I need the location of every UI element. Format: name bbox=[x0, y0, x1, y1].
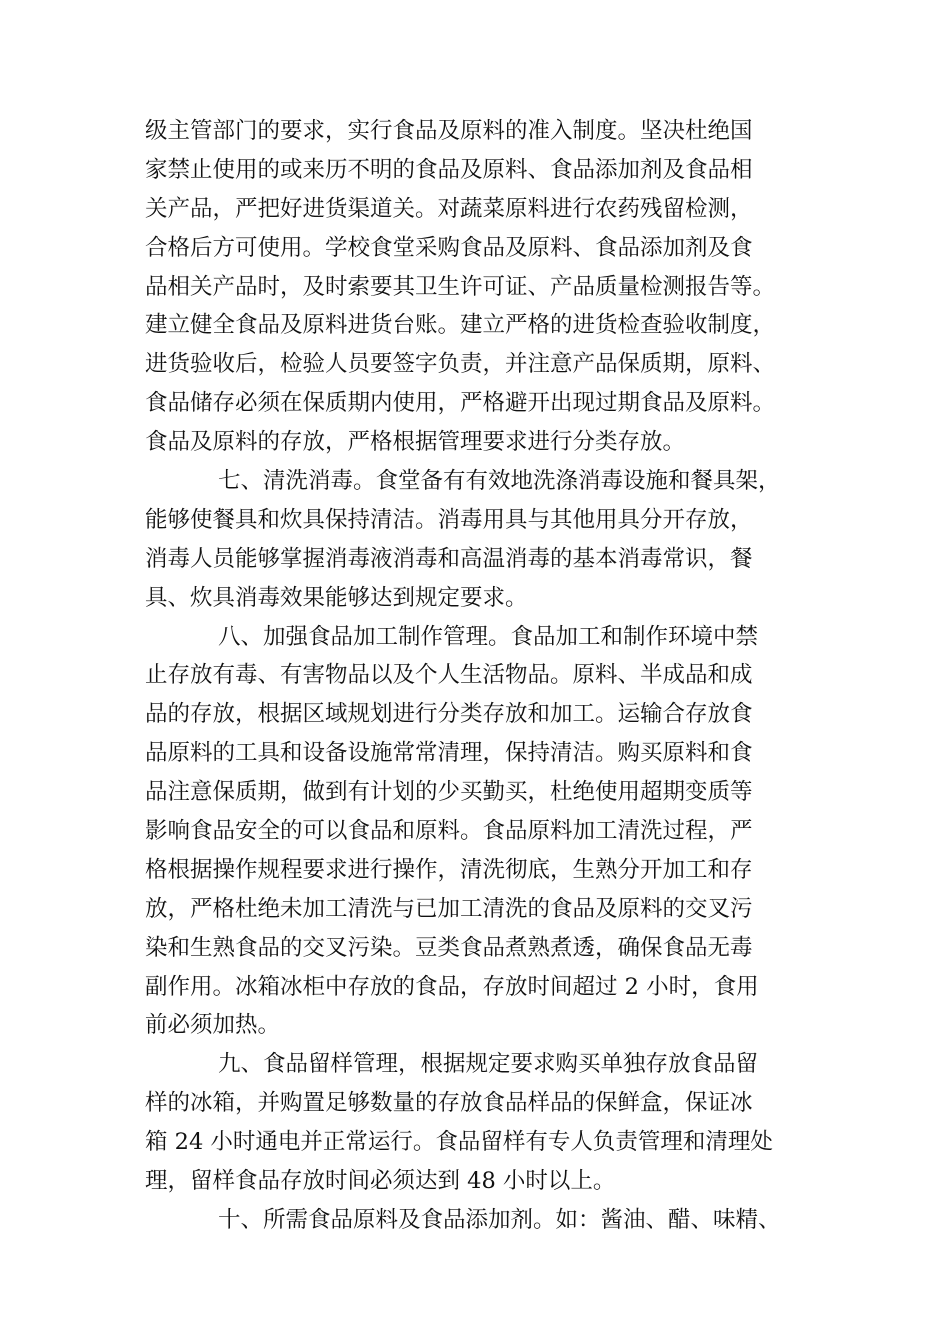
text-line: 家禁止使用的或来历不明的食品及原料、食品添加剂及食品相 bbox=[145, 156, 753, 183]
text-line: 食品储存必须在保质期内使用，严格避开出现过期食品及原料。 bbox=[145, 390, 776, 417]
text-line: 影响食品安全的可以食品和原料。食品原料加工清洗过程，严 bbox=[145, 818, 753, 845]
text-line: 品的存放，根据区域规划进行分类存放和加工。运输合存放食 bbox=[145, 701, 753, 728]
text-line: 理，留样食品存放时间必须达到 48 小时以上。 bbox=[145, 1168, 616, 1195]
text-line: 食品及原料的存放，严格根据管理要求进行分类存放。 bbox=[145, 429, 686, 456]
text-line: 格根据操作规程要求进行操作，清洗彻底，生熟分开加工和存 bbox=[145, 856, 753, 883]
text-line: 前必须加热。 bbox=[145, 1012, 281, 1039]
body-text bbox=[145, 112, 810, 1240]
text-line: 样的冰箱，并购置足够数量的存放食品样品的保鲜盒，保证冰 bbox=[145, 1090, 753, 1117]
text-line: 止存放有毒、有害物品以及个人生活物品。原料、半成品和成 bbox=[145, 662, 753, 689]
text-line: 消毒人员能够掌握消毒液消毒和高温消毒的基本消毒常识，餐 bbox=[145, 545, 753, 572]
paragraph-first-line: 八、加强食品加工制作管理。食品加工和制作环境中禁 bbox=[218, 623, 759, 650]
paragraph-first-line: 十、所需食品原料及食品添加剂。如：酱油、醋、味精、 bbox=[218, 1206, 781, 1233]
text-line: 能够使餐具和炊具保持清洁。消毒用具与其他用具分开存放， bbox=[145, 506, 753, 533]
paragraph-first-line: 七、清洗消毒。食堂备有有效地洗涤消毒设施和餐具架， bbox=[218, 468, 781, 495]
text-line: 品原料的工具和设备设施常常清理，保持清洁。购买原料和食 bbox=[145, 740, 753, 767]
text-line: 建立健全食品及原料进货台账。建立严格的进货检查验收制度， bbox=[145, 312, 776, 339]
text-line: 进货验收后，检验人员要签字负责，并注意产品保质期，原料、 bbox=[145, 351, 776, 378]
paragraph-first-line: 九、食品留样管理，根据规定要求购买单独存放食品留 bbox=[218, 1051, 759, 1078]
text-line: 品注意保质期，做到有计划的少买勤买，杜绝使用超期变质等 bbox=[145, 779, 753, 806]
text-line: 合格后方可使用。学校食堂采购食品及原料、食品添加剂及食 bbox=[145, 234, 753, 261]
text-line: 具、炊具消毒效果能够达到规定要求。 bbox=[145, 584, 528, 611]
text-line: 关产品，严把好进货渠道关。对蔬菜原料进行农药残留检测， bbox=[145, 195, 753, 222]
text-line: 品相关产品时，及时索要其卫生许可证、产品质量检测报告等。 bbox=[145, 273, 776, 300]
text-line: 染和生熟食品的交叉污染。豆类食品煮熟煮透，确保食品无毒 bbox=[145, 934, 753, 961]
text-line: 放，严格杜绝未加工清洗与已加工清洗的食品及原料的交叉污 bbox=[145, 895, 753, 922]
text-line: 箱 24 小时通电并正常运行。食品留样有专人负责管理和清理处 bbox=[145, 1129, 773, 1156]
text-line: 级主管部门的要求，实行食品及原料的准入制度。坚决杜绝国 bbox=[145, 118, 753, 144]
text-line: 副作用。冰箱冰柜中存放的食品，存放时间超过 2 小时，食用 bbox=[145, 973, 759, 1000]
